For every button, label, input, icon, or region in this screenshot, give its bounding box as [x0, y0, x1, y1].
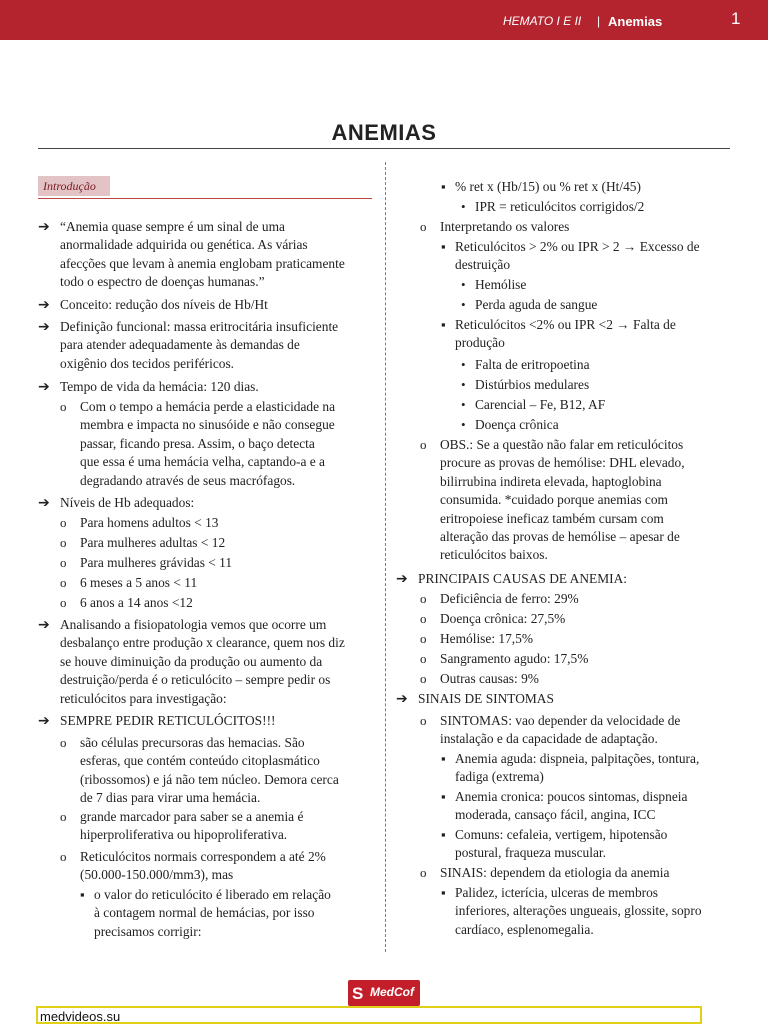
list-item-line: Hemólise — [475, 277, 527, 292]
dot-bullet-icon: • — [461, 357, 466, 372]
list-item — [60, 398, 336, 490]
circle-bullet-icon: o — [60, 849, 67, 864]
list-item-line: Palidez, icterícia, ulceras de membros — [455, 885, 659, 900]
dot-bullet-icon: • — [461, 417, 466, 432]
list-item — [420, 630, 533, 648]
circle-bullet-icon: o — [60, 809, 67, 824]
list-item-line: SEMPRE PEDIR RETICULÓCITOS!!! — [60, 713, 276, 728]
list-item-line: Para mulheres adultas < 12 — [80, 535, 226, 550]
circle-bullet-icon: o — [60, 575, 67, 590]
list-item-line: Anemia cronica: poucos sintomas, dispneia — [455, 789, 688, 804]
arrow-bullet-icon: ➔ — [38, 219, 50, 235]
circle-bullet-icon: o — [60, 535, 67, 550]
list-item-line: anormalidade adquirida ou genética. As várias — [60, 237, 308, 253]
square-bullet-icon: ▪ — [441, 885, 446, 900]
list-item — [461, 296, 598, 314]
list-item — [60, 734, 339, 808]
circle-bullet-icon: o — [60, 595, 67, 610]
list-item-line: desbalanço entre produção x clearance, quem nos diz — [60, 635, 345, 651]
list-item-line: IPR = reticulócitos corrigidos/2 — [475, 199, 645, 214]
list-item-line: Reticulócitos normais correspondem a até 2% — [80, 849, 326, 864]
list-item-line: esferas, que contém conteúdo citoplasmático — [80, 753, 320, 769]
list-item — [38, 494, 195, 512]
list-item — [461, 356, 590, 374]
list-item-line: 6 meses a 5 anos < 11 — [80, 575, 198, 590]
list-item-line: Deficiência de ferro: 29% — [440, 591, 579, 606]
arrow-bullet-icon: ➔ — [38, 297, 50, 313]
list-item-line: Analisando a fisiopatologia vemos que ocorre um — [60, 617, 327, 632]
list-item — [60, 514, 219, 532]
list-item — [420, 864, 670, 882]
list-item — [441, 884, 702, 939]
square-bullet-icon: ▪ — [80, 887, 85, 902]
list-item-line: reticulócitos para investigação: — [60, 690, 227, 706]
list-item — [38, 218, 345, 292]
list-item-line: Outras causas: 9% — [440, 671, 539, 686]
square-bullet-icon: ▪ — [441, 317, 446, 332]
list-item-line: OBS.: Se a questão não falar em reticulócitos — [440, 437, 684, 452]
medcof-logo — [348, 980, 420, 1006]
list-item-line: postural, fraqueza muscular. — [455, 845, 606, 861]
list-item-line: todo o espectro de doenças humanas.” — [60, 274, 265, 290]
dot-bullet-icon: • — [461, 297, 466, 312]
title-rule — [38, 148, 730, 149]
page-number: 1 — [731, 9, 741, 28]
square-bullet-icon: ▪ — [441, 179, 446, 194]
list-item — [38, 378, 259, 396]
intro-section-label: Introdução — [38, 176, 110, 196]
list-item-line: consumida. *cuidado porque anemias com — [440, 492, 668, 508]
list-item — [60, 808, 304, 845]
footer-link-box — [36, 1006, 702, 1024]
list-item — [60, 594, 193, 612]
list-item — [441, 316, 676, 353]
list-item-line: Conceito: redução dos níveis de Hb/Ht — [60, 297, 268, 312]
list-item-line: Distúrbios medulares — [475, 377, 590, 392]
arrow-bullet-icon: ➔ — [396, 691, 408, 707]
list-item — [441, 788, 688, 825]
circle-bullet-icon: o — [420, 631, 427, 646]
list-item — [441, 826, 668, 863]
list-item-line: se houve diminuição da produção ou aumento da — [60, 653, 323, 669]
list-item-line: Definição funcional: massa eritrocitária insuficiente — [60, 319, 339, 334]
circle-bullet-icon: o — [60, 515, 67, 530]
list-item — [396, 690, 554, 708]
list-item — [60, 848, 326, 885]
list-item-line: Falta de eritropoetina — [475, 357, 590, 372]
arrow-bullet-icon: ➔ — [38, 379, 50, 395]
list-item-line: moderada, cansaço fácil, angina, ICC — [455, 807, 656, 823]
arrow-bullet-icon: ➔ — [38, 617, 50, 633]
list-item — [38, 318, 339, 373]
circle-bullet-icon: o — [60, 735, 67, 750]
list-item-line: Interpretando os valores — [440, 219, 570, 234]
list-item-line: para atender adequadamente às demandas de — [60, 337, 300, 353]
list-item-line: membra e impacta no sinusóide e não consegue — [80, 417, 335, 433]
circle-bullet-icon: o — [420, 611, 427, 626]
circle-bullet-icon: o — [420, 219, 427, 234]
list-item-line: passar, ficando presa. Assim, o baço detecta — [80, 435, 315, 451]
list-item-line: são células precursoras das hemacias. São — [80, 735, 305, 750]
list-item-line: fadiga (extrema) — [455, 769, 544, 785]
list-item — [80, 886, 331, 941]
header-bar — [0, 0, 768, 40]
circle-bullet-icon: o — [420, 651, 427, 666]
dot-bullet-icon: • — [461, 377, 466, 392]
list-item-line: bilirrubina indireta elevada, haptoglobina — [440, 473, 662, 489]
list-item-line: grande marcador para saber se a anemia é — [80, 809, 304, 824]
square-bullet-icon: ▪ — [441, 239, 446, 254]
list-item-line: Sangramento agudo: 17,5% — [440, 651, 589, 666]
list-item-line: (ribossomos) e já não tem núcleo. Demora cerca — [80, 771, 339, 787]
list-item-line: de 7 dias para virar uma hemácia. — [80, 790, 261, 806]
course-label: HEMATO I E II — [503, 14, 582, 28]
square-bullet-icon: ▪ — [441, 827, 446, 842]
header-separator: | — [597, 14, 601, 28]
list-item-line: instalação e da capacidade de adaptação. — [440, 731, 658, 747]
list-item-line: % ret x (Hb/15) ou % ret x (Ht/45) — [455, 179, 641, 194]
section-label: Anemias — [608, 14, 663, 29]
list-item-line: produção — [455, 335, 505, 351]
list-item-line: precisamos corrigir: — [94, 923, 202, 939]
arrow-bullet-icon: ➔ — [38, 495, 50, 511]
list-item-line: destruição — [455, 257, 511, 273]
list-item-line: SINTOMAS: vao depender da velocidade de — [440, 713, 681, 728]
list-item — [420, 712, 681, 749]
list-item-line: hiperproliferativa ou hipoproliferativa. — [80, 827, 288, 843]
list-item — [420, 610, 566, 628]
list-item-line: “Anemia quase sempre é um sinal de uma — [60, 219, 285, 234]
list-item — [441, 178, 641, 196]
page-title: ANEMIAS — [331, 120, 437, 145]
circle-bullet-icon: o — [420, 437, 427, 452]
list-item-line: oxigênio dos tecidos periféricos. — [60, 355, 235, 371]
list-item-line: SINAIS: dependem da etiologia da anemia — [440, 865, 670, 880]
list-item — [461, 396, 606, 414]
list-item — [38, 712, 276, 730]
list-item-line: procure as provas de hemólise: DHL elevado, — [440, 455, 685, 471]
list-item-line: Doença crônica: 27,5% — [440, 611, 566, 626]
logo-mark-icon: S — [352, 984, 364, 1003]
arrow-bullet-icon: ➔ — [38, 713, 50, 729]
list-item-line: destruição/perda é o reticulócito – sempre pedir os — [60, 672, 331, 688]
list-item-line: Reticulócitos > 2% ou IPR > 2 → Excesso de — [455, 239, 700, 254]
list-item-line: inferiores, alterações ungueais, glossite, sopro — [455, 903, 702, 919]
list-item — [420, 436, 685, 565]
list-item-line: degradando através de seus macrófagos. — [80, 472, 296, 488]
list-item-line: 6 anos a 14 anos <12 — [80, 595, 193, 610]
list-item — [60, 554, 233, 572]
list-item-line: Carencial – Fe, B12, AF — [475, 397, 606, 412]
list-item-line: (50.000-150.000/mm3), mas — [80, 867, 234, 883]
list-item-line: Anemia aguda: dispneia, palpitações, tontura, — [455, 751, 700, 766]
circle-bullet-icon: o — [60, 399, 67, 414]
column-divider — [385, 162, 386, 952]
list-item — [420, 590, 579, 608]
square-bullet-icon: ▪ — [441, 789, 446, 804]
list-item-line: afecções que levam à anemia englobam praticamente — [60, 255, 345, 271]
list-item-line: Para mulheres grávidas < 11 — [80, 555, 233, 570]
circle-bullet-icon: o — [60, 555, 67, 570]
list-item — [38, 616, 345, 708]
list-item — [461, 416, 559, 434]
list-item-line: Comuns: cefaleia, vertigem, hipotensão — [455, 827, 668, 842]
list-item — [396, 570, 627, 588]
list-item — [420, 670, 539, 688]
list-item — [461, 376, 590, 394]
list-item-line: Doença crônica — [475, 417, 559, 432]
list-item-line: Com o tempo a hemácia perde a elasticidade na — [80, 399, 336, 414]
circle-bullet-icon: o — [420, 591, 427, 606]
list-item — [441, 750, 700, 787]
list-item — [441, 238, 700, 275]
logo-wordmark: MedCof — [370, 985, 414, 999]
list-item — [461, 198, 645, 216]
list-item-line: SINAIS DE SINTOMAS — [418, 691, 554, 706]
dot-bullet-icon: • — [461, 199, 466, 214]
list-item-line: Perda aguda de sangue — [475, 297, 598, 312]
list-item-line: cardíaco, esplenomegalia. — [455, 921, 594, 937]
square-bullet-icon: ▪ — [441, 751, 446, 766]
list-item — [38, 296, 268, 314]
list-item-line: eritropoiese ineficaz também cursam com — [440, 510, 664, 526]
circle-bullet-icon: o — [420, 671, 427, 686]
list-item-line: alteração das provas de hemólise – apesar de — [440, 529, 680, 545]
footer-link[interactable]: medvideos.su — [40, 1009, 121, 1024]
list-item-line: o valor do reticulócito é liberado em relação — [94, 887, 331, 902]
list-item — [420, 650, 589, 668]
list-item-line: Para homens adultos < 13 — [80, 515, 219, 530]
list-item-line: reticulócitos baixos. — [440, 547, 548, 563]
list-item — [60, 574, 198, 592]
arrow-bullet-icon: ➔ — [38, 319, 50, 335]
list-item — [420, 218, 570, 236]
list-item-line: Tempo de vida da hemácia: 120 dias. — [60, 379, 259, 394]
arrow-bullet-icon: ➔ — [396, 571, 408, 587]
dot-bullet-icon: • — [461, 277, 466, 292]
intro-rule — [38, 198, 372, 199]
dot-bullet-icon: • — [461, 397, 466, 412]
list-item-line: que essa é uma hemácia velha, captando-a e a — [80, 454, 325, 470]
list-item-line: Reticulócitos <2% ou IPR <2 → Falta de — [455, 317, 676, 332]
list-item-line: Hemólise: 17,5% — [440, 631, 533, 646]
list-item-line: à contagem normal de hemácias, por isso — [94, 905, 315, 921]
list-item-line: Níveis de Hb adequados: — [60, 495, 195, 510]
circle-bullet-icon: o — [420, 713, 427, 728]
list-item — [461, 276, 527, 294]
list-item-line: PRINCIPAIS CAUSAS DE ANEMIA: — [418, 571, 627, 586]
circle-bullet-icon: o — [420, 865, 427, 880]
list-item — [60, 534, 226, 552]
